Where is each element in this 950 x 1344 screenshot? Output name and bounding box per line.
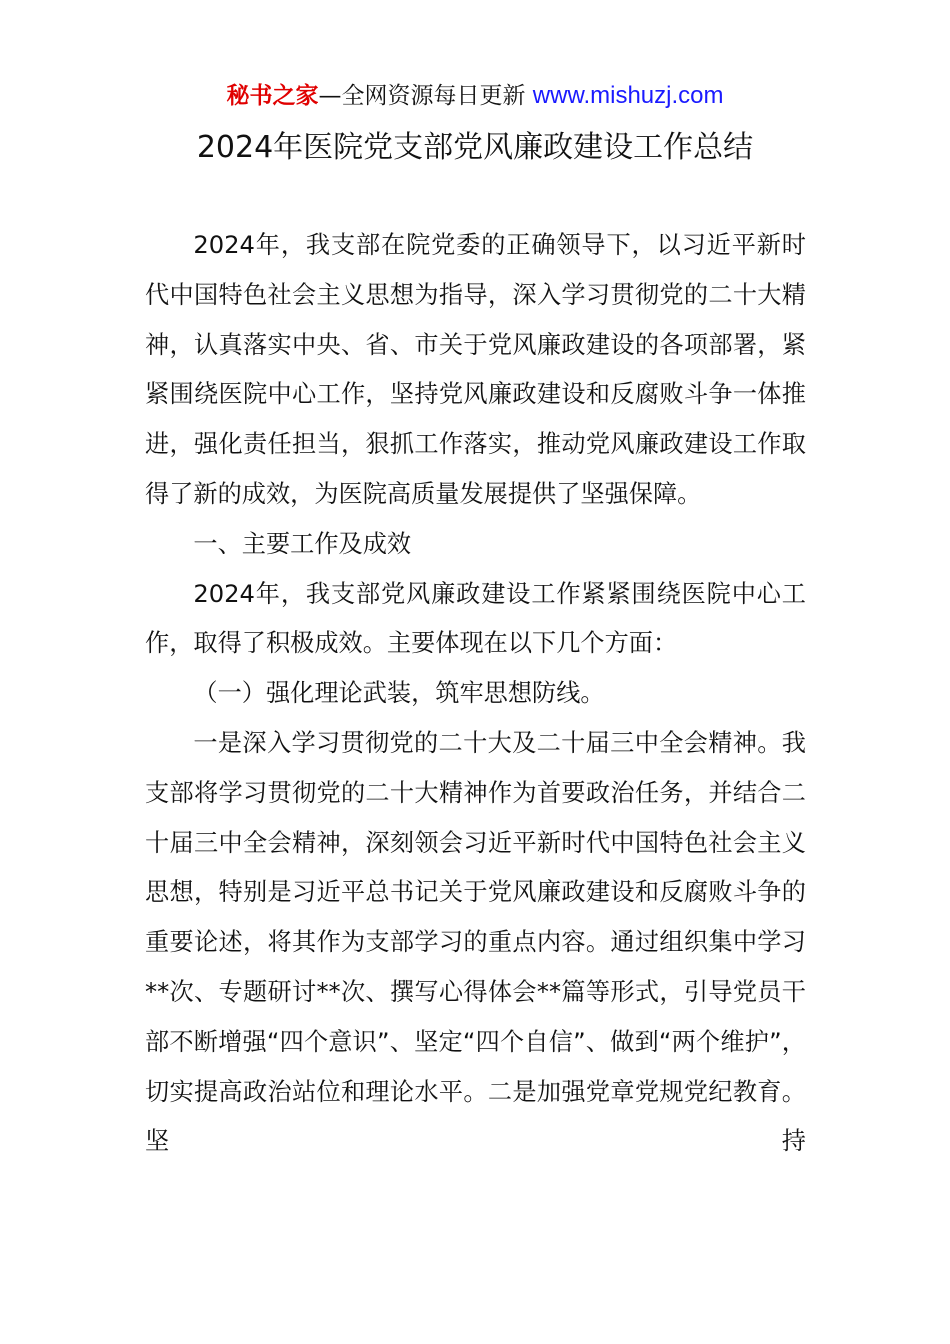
section-heading-main-work: 一、主要工作及成效 [193,529,412,558]
site-brand: 秘书之家 [226,83,319,109]
paragraph-study-detail: 一是深入学习贯彻党的二十大及二十届三中全会精神。我支部将学习贯彻党的二十大精神作为首要政治任务，并结合二十届三中全会精神，深刻领会习近平新时代中国特色社会主义思想，特别是习近平总书记关于党风廉政建设和反腐败斗争的重要论述，将其作为支部学习的重点内容。通过组织集中学习**次、专题研讨**次、撰写心得体会**篇等形式，引导党员干部不断增强“四个意识”、坚定“四个自信”、做到“两个维护”，切实提高政治站位和理论水平。二是加强党章党规党纪教育。坚持 [145,728,806,1156]
document-title: 2024年医院党支部党风廉政建设工作总结 [196,130,754,165]
document-body [145,221,806,1167]
paragraph-overview: 2024年，我支部党风廉政建设工作紧紧围绕医院中心工作，取得了积极成效。主要体现在以下几个方面： [145,579,806,658]
subsection-heading-theory: （一）强化理论武装，筑牢思想防线。 [193,679,605,708]
site-header [0,80,950,112]
site-url-link[interactable]: www.mishuzj.com [532,82,724,109]
paragraph-intro: 2024年，我支部在院党委的正确领导下，以习近平新时代中国特色社会主义思想为指导，深入学习贯彻党的二十大精神，认真落实中央、省、市关于党风廉政建设的各项部署，紧紧围绕医院中心工作，坚持党风廉政建设和反腐败斗争一体推进，强化责任担当，狠抓工作落实，推动党风廉政建设工作取得了新的成效，为医院高质量发展提供了坚强保障。 [145,231,806,508]
site-tagline: —全网资源每日更新 [318,83,533,109]
